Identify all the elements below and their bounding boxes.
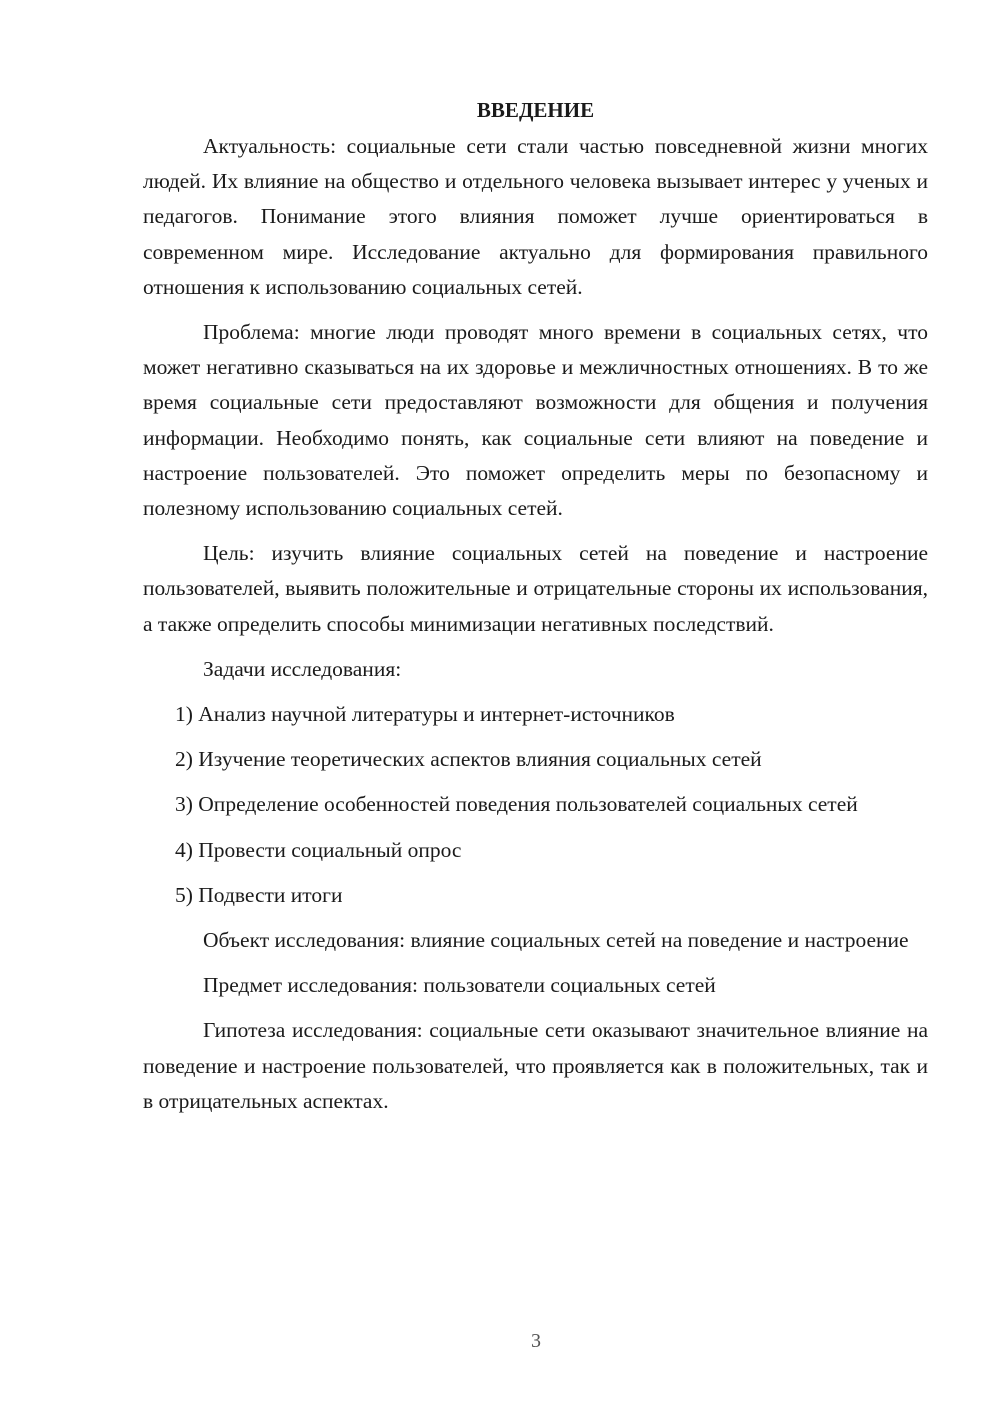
task-item: 1) Анализ научной литературы и интернет-источников [175, 702, 675, 727]
task-item: 2) Изучение теоретических аспектов влияния социальных сетей [175, 747, 762, 772]
relevance-paragraph: Актуальность: социальные сети стали частью повседневной жизни многих людей. Их влияние на общество и отдельного человека вызывает интерес у ученых и педагогов. Понимание этого влияния поможет лучше ориентироваться в современном мире. Исследование актуально для формирования правильного отношения к использованию социальных сетей. [143, 134, 928, 299]
page-number: 3 [531, 1330, 541, 1352]
page-title: ВВЕДЕНИЕ [476, 98, 595, 122]
task-item: 4) Провести социальный опрос [175, 837, 462, 862]
object-paragraph: Объект исследования: влияние социальных сетей на поведение и настроение [203, 928, 909, 953]
goal-paragraph: Цель: изучить влияние социальных сетей на поведение и настроение пользователей, выявить положительные и отрицательные стороны их использования, а также определить способы минимизации негативных последствий. [143, 541, 928, 636]
hypothesis-paragraph: Гипотеза исследования: социальные сети оказывают значительное влияние на поведение и настроение пользователей, что проявляется как в положительных, так и в отрицательных аспектах. [143, 1018, 928, 1113]
task-item: 3) Определение особенностей поведения пользователей социальных сетей [175, 792, 858, 817]
problem-paragraph: Проблема: многие люди проводят много времени в социальных сетях, что может негативно сказываться на их здоровье и межличностных отношениях. В то же время социальные сети предоставляют возможности для общения и получения информации. Необходимо понять, как социальные сети влияют на поведение и настроение пользователей. Это поможет определить меры по безопасному и полезному использованию социальных сетей. [143, 320, 928, 521]
tasks-heading: Задачи исследования: [203, 656, 402, 681]
tasks-list [143, 697, 928, 913]
subject-paragraph: Предмет исследования: пользователи социальных сетей [203, 973, 716, 998]
task-item: 5) Подвести итоги [175, 882, 343, 907]
document-page [143, 92, 928, 1129]
